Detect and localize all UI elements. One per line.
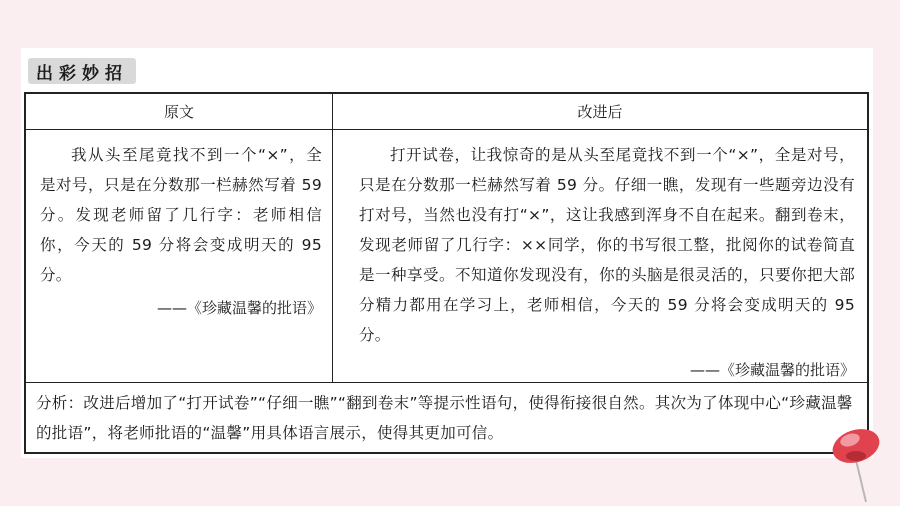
improved-header: 改进后 xyxy=(333,94,867,130)
improved-text: 打开试卷，让我惊奇的是从头至尾竟找不到一个“×”，全是对号，只是在分数那一栏赫然写着 59 分。仔细一瞧，发现有一些题旁边没有打对号，当然也没有打“×”，这让我感到浑身不自在起来。翻到卷末，发现老师留了几行字：××同学，你的书写很工整，批阅你的试卷简直是一种享受。不知道你发现没有，你的头脑是很灵活的，只要你把大部分精力都用在学习上，老师相信，今天的 59 分将会变成明天的 95 分。 xyxy=(359,146,855,344)
original-text: 我从头至尾竟找不到一个“×”，全是对号，只是在分数那一栏赫然写着 59 分。发现老师留了几行字：老师相信你，今天的 59 分将会变成明天的 95 分。 xyxy=(40,146,322,284)
section-title: 出彩妙招 xyxy=(28,58,136,84)
original-header: 原文 xyxy=(26,94,332,130)
analysis-text: 分析：改进后增加了“打开试卷”“仔细一瞧”“翻到卷末”等提示性语句，使得衔接很自然。其次为了体现中心“珍藏温馨的批语”，将老师批语的“温馨”用具体语言展示，使得其更加可信。 xyxy=(26,382,867,452)
original-column xyxy=(26,94,333,382)
worksheet-page xyxy=(21,48,873,458)
push-pin-icon xyxy=(826,416,882,506)
improved-source: ——《珍藏温馨的批语》 xyxy=(689,361,855,379)
comparison-table xyxy=(24,92,869,454)
improved-column xyxy=(333,94,867,382)
original-source: ——《珍藏温馨的批语》 xyxy=(156,299,322,317)
